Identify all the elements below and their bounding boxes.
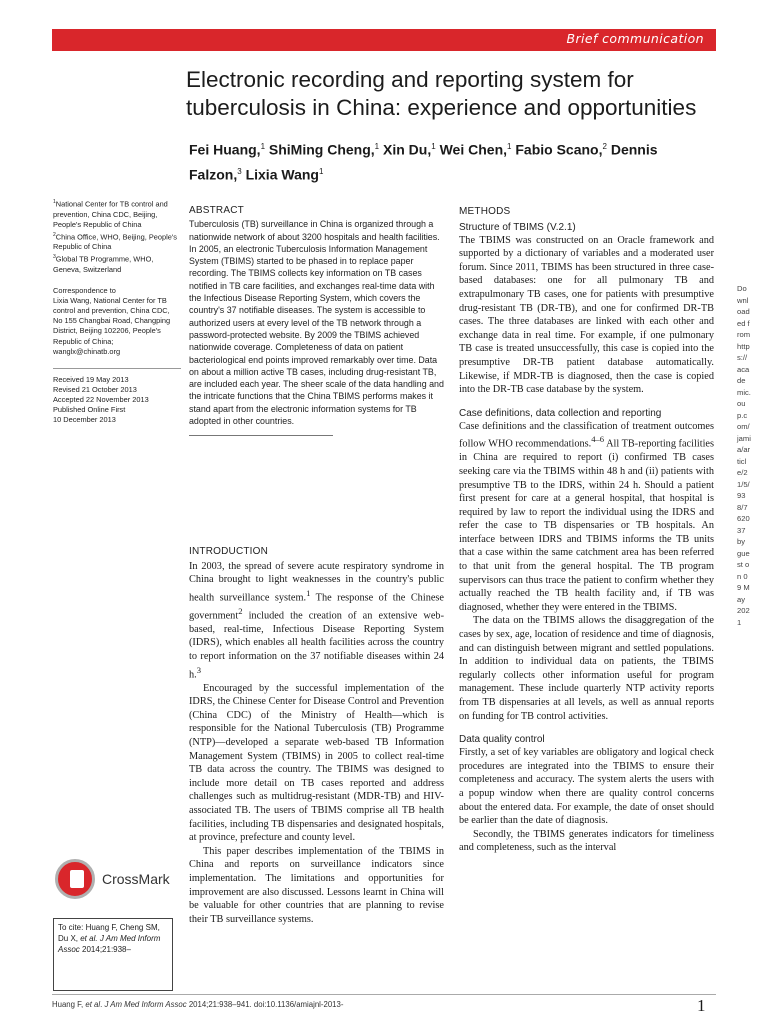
date-published-label: Published Online First (53, 405, 126, 414)
correspondence-label: Correspondence to (53, 286, 116, 296)
affiliations: $^1$National Center for TB control and prevention, China CDC, Beijing, People's Republic of China $^2$China Office, WHO, Beijing, People's Republic of China $^3$Global TB Programme, WHO, Geneva, Switzerland (53, 199, 178, 274)
methods-subheading-quality: Data quality control (459, 734, 545, 746)
methods-heading: METHODS (459, 206, 511, 217)
methods-subheading-structure: Structure of TBIMS (V.2.1) (459, 221, 576, 233)
introduction-heading: INTRODUCTION (189, 546, 269, 557)
article-type-banner (52, 29, 716, 51)
date-accepted: Accepted 22 November 2013 (53, 394, 149, 404)
date-received: Received 19 May 2013 (53, 374, 129, 384)
intro-paragraph-1: In 2003, the spread of severe acute respiratory syndrome in China brought to light weaknesses in the country's public health surveillance system.$^1$ The response of the Chinese government$^2$ included the creation of an extensive web-based, real-time, Infectious Disease Reporting System (IDRS), which enables all health facilities across the country to report information on the 37 notifiable diseases within 24 h.$^3$ (189, 560, 444, 681)
citation-box: To cite: Huang F, Cheng SM, Du X, et al. J Am Med Inform Assoc 2014;21:938– (53, 918, 173, 991)
footer-divider (52, 994, 716, 995)
methods-paragraph-quality-2: Secondly, the TBIMS generates indicators for timeliness and completeness, such as the interval (459, 828, 714, 854)
abstract-section (189, 205, 444, 436)
article-title: Electronic recording and reporting system for tuberculosis in China: experience and opportunities (186, 67, 697, 120)
intro-paragraph-2: Encouraged by the successful implementation of the IDRS, the Chinese Center for Disease Control and Prevention (China CDC) of the Ministry of Health—which is responsible for the National Tuberculosis (TB) Programme (NTP)—developed a separate web-based TB Information Management System (TBIMS) in 2005 to collect real-time TB data across the country. The TBIMS was designed to include more detail on TB cases reported and address challenges such as multidrug-resistant (MDR-TB) and HIV-associated TB. The users of TBIMS comprise all TB health facilities, including TB dispensaries and designated hospitals, at province, prefecture and county level. (189, 682, 444, 844)
methods-paragraph-structure: The TBIMS was constructed on an Oracle framework and supported by a dictionary of variables and a moderated user forum. Since 2011, TBIMS has been structured in three case-based databases: one for all pulmonary TB and extrapulmonary TB cases, one for patients with presumptive drug-resistant TB (DR-TB), and one for confirmed DR-TB cases. The three databases are linked with each other and exchange data in real time. For example, if one pulmonary TB case is treated unsuccessfully, this case is copied into the presumptive DR-TB patient database automatically. Likewise, if MDR-TB is diagnosed, then the case is copied into the DR-TB case database by the system. (459, 234, 714, 396)
abstract-text: Tuberculosis (TB) surveillance in China is organized through a nationwide network of about 3200 hospitals and health facilities. In 2005, an electronic Tuberculosis Information Management System (TBIMS) started to be phased in to replace paper recording. The TBIMS collects key information on TB cases notified in TB care facilities, and exchanges real-time data with the Infectious Disease Reporting System, which covers the country's 37 notifiable diseases. The system is accessible to authorized users at every level of the TB network through a password-protected website. By 2009 the TBIMS achieved nationwide coverage. Completeness of data on patient bacteriological end points improved remarkably over time. Data on about a million active TB cases, including drug-resistant TB, are included each year. The sheer scale of the data handling and the intricate functions that the China TBIMS performs makes it stand apart from the electronic information systems for TB adopted in other countries. (189, 219, 444, 427)
methods-paragraph-definitions: Case definitions and the classification of treatment outcomes follow WHO recommendations.$^{4-6}$ All TB-reporting facilities in China are required to report (i) confirmed TB cases seeking care via the TBIMS within 48 h and (ii) patients with presumptive TB to the IDRS, within 24 h. Should a patient first present for care at a general hospital, that hospital is required by law to report the individual using the IDRS and refer the case to TB dispensaries or TB hospitals. An interface between IDRS and TBIMS informs the TB units that a case within the same catchment area has been referred to that unit from the general hospital. The TB program supervisors can thus trace the patient to confirm whether they actually reached the TB health facility and, if TB was diagnosed, whether they were entered in the TBIMS. (459, 420, 715, 613)
correspondence-block (53, 286, 181, 357)
crossmark-label: CrossMark (102, 871, 170, 887)
introduction-section (189, 545, 444, 926)
abstract-heading: ABSTRACT (189, 205, 244, 216)
article-dates (53, 375, 181, 425)
footer-citation: Huang F, et al. J Am Med Inform Assoc 2014;21:938–941. doi:10.1136/amiajnl-2013- (52, 1000, 344, 1009)
methods-paragraph-disaggregation: The data on the TBIMS allows the disaggregation of the cases by sex, age, location of residence and time of diagnosis, and can distinguish between migrant and settled populations. In addition to individual data on patients, the TBIMS regularly collects other information useful for program management. These include quarterly NTP activity reports from TB dispensaries at all levels, as well as annual reports on funding for TB control activities. (459, 615, 714, 722)
methods-paragraph-quality-1: Firstly, a set of key variables are obligatory and logical check procedures are integrated into the TBIMS to ensure their completeness and accuracy. The system alerts the users with a popup window when there are quality control concerns about the entered data. For example, the date of onset should be earlier than the date of diagnosis. (459, 747, 714, 827)
methods-subheading-definitions: Case definitions, data collection and reporting (459, 407, 662, 419)
date-published: 10 December 2013 (53, 415, 116, 425)
methods-section (459, 205, 714, 855)
download-watermark: Downloaded from https://academic.oup.com/jamia/article/21/5/938/762037 by guest on 09 May 2021 (737, 284, 751, 627)
crossmark-icon (55, 859, 95, 899)
page-number: 1 (697, 996, 706, 1015)
date-revised: Revised 21 October 2013 (53, 384, 137, 394)
author-list: Fei Huang,$^1$ ShiMing Cheng,$^1$ Xin Du,$^1$ Wei Chen,$^1$ Fabio Scano,$^2$ Dennis Falzon,$^3$ Lixia Wang$^1$ (189, 141, 658, 183)
correspondence-text: Lixia Wang, National Center for TB control and prevention, China CDC, No 155 Changbai Road, Changping District, Beijing 102206, People's Republic of China; wanglx@chinatb.org (53, 296, 171, 356)
article-type-label: Brief communication (566, 31, 704, 46)
abstract-divider (189, 435, 333, 436)
intro-paragraph-3: This paper describes implementation of the TBIMS in China and reports on surveillance indicators since implementation. The limitations and opportunities for improvement are also discussed. Lessons learnt in China will be valuable for other countries that are planning to revise their TB surveillance systems. (189, 845, 444, 925)
crossmark-badge[interactable] (52, 857, 182, 907)
sidebar-divider (53, 368, 181, 369)
article-sidebar (53, 197, 181, 425)
